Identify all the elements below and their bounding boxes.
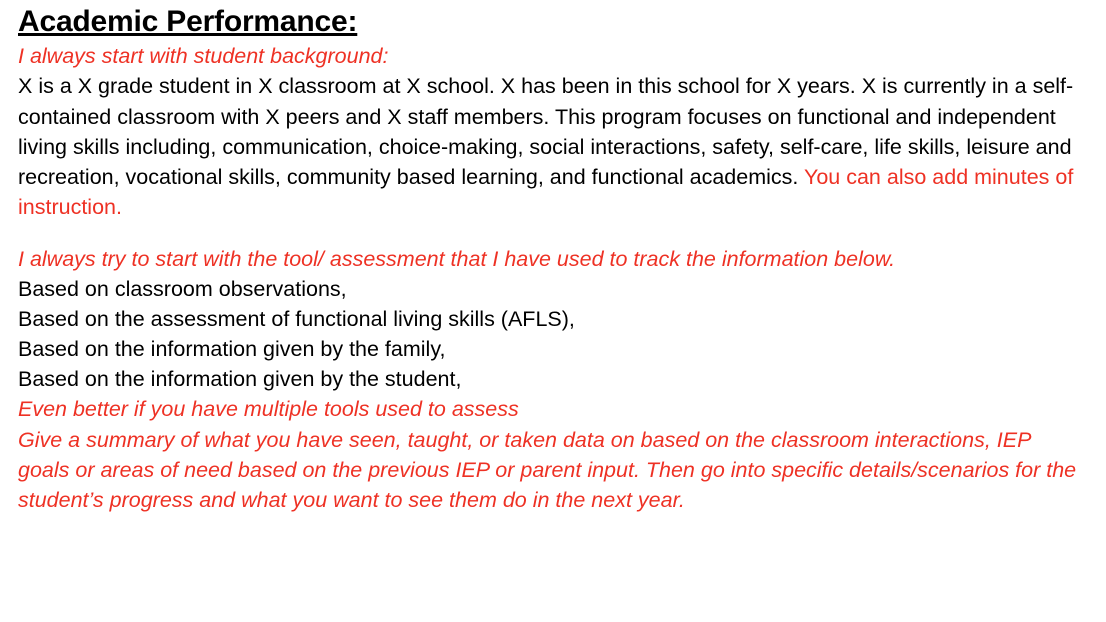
background-prompt: I always start with student background: — [18, 44, 389, 69]
list-item: Based on the information given by the student, — [18, 367, 462, 392]
source-lines-list — [18, 274, 1088, 394]
background-paragraph-note: You can also add minutes of instruction. — [18, 164, 1074, 219]
paragraph-spacer — [18, 222, 1088, 244]
multiple-tools-note: Even better if you have multiple tools used to assess — [18, 397, 519, 422]
list-item: Based on the assessment of functional living skills (AFLS), — [18, 307, 575, 332]
background-paragraph — [18, 71, 1088, 221]
list-item: Based on classroom observations, — [18, 277, 347, 302]
page-title: Academic Performance: — [18, 5, 358, 38]
background-paragraph-text: X is a X grade student in X classroom at X school. X has been in this school for X years. X is currently in a self-contained classroom with X peers and X staff members. This program focuses on functional and independent living skills including, communication, choice-making, social interactions, safety, self-care, life skills, leisure and recreation, vocational skills, community based learning, and functional academics. — [18, 74, 1074, 189]
list-item: Based on the information given by the family, — [18, 337, 446, 362]
tool-assessment-prompt: I always try to start with the tool/ assessment that I have used to track the information below. — [18, 246, 896, 271]
summary-guidance-note: Give a summary of what you have seen, taught, or taken data on based on the classroom interactions, IEP goals or areas of need based on the previous IEP or parent input. Then go into specific details/scenarios for the student’s progress and what you want to see them do in the next year. — [18, 427, 1077, 512]
